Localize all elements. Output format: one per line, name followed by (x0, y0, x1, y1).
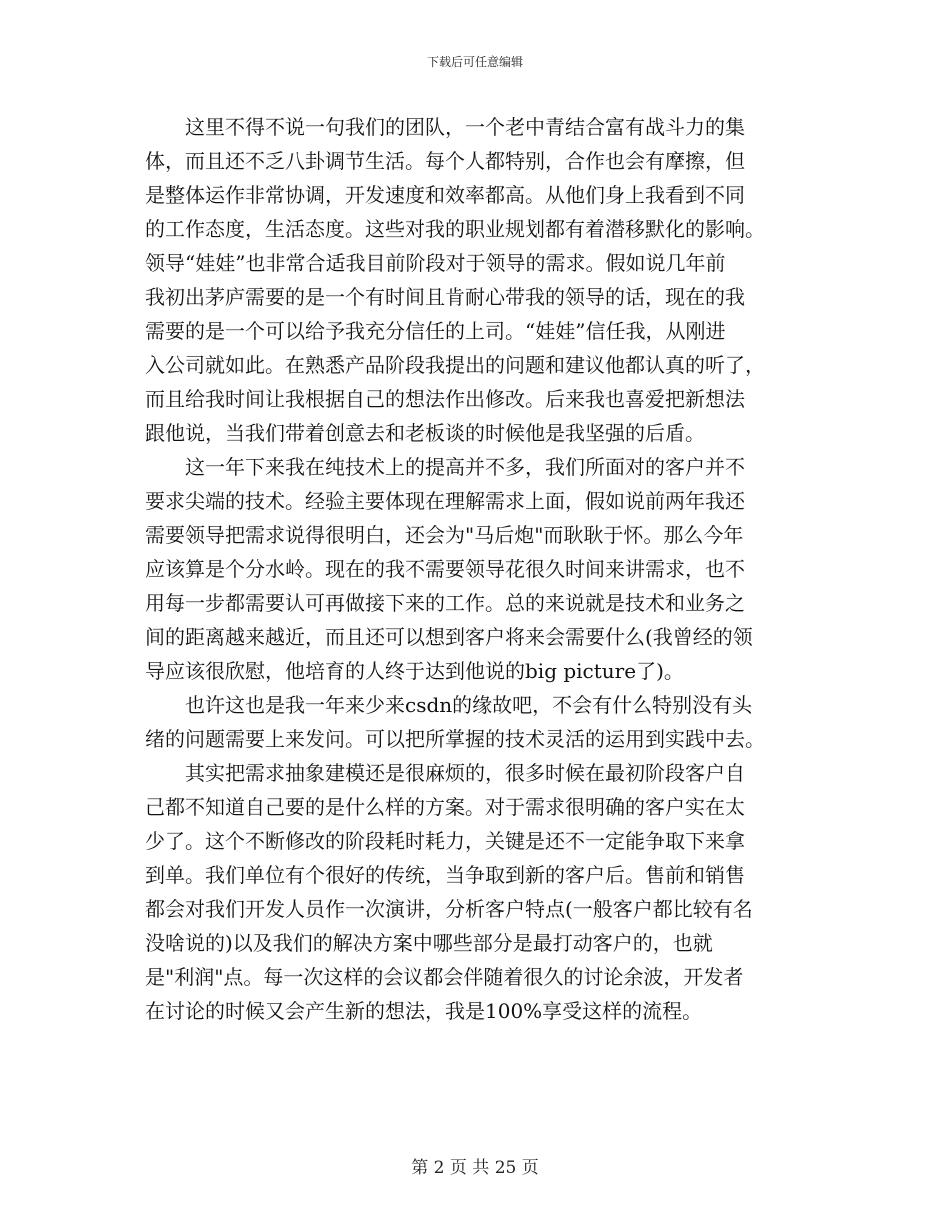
text-line: 也许这也是我一年来少来csdn的缘故吧，不会有什么特别没有头 (145, 693, 753, 717)
text-line: 都会对我们开发人员作一次演讲，分析客户特点(一般客户都比较有名 (145, 897, 753, 921)
text-line: 的工作态度，生活态度。这些对我的职业规划都有着潜移默化的影响。 (145, 217, 765, 241)
text-line: 用每一步都需要认可再做接下来的工作。总的来说就是技术和业务之 (145, 591, 745, 615)
text-line: 这里不得不说一句我们的团队，一个老中青结合富有战斗力的集 (145, 115, 745, 139)
text-line: 要求尖端的技术。经验主要体现在理解需求上面，假如说前两年我还 (145, 489, 745, 513)
text-line: 体，而且还不乏八卦调节生活。每个人都特别，合作也会有摩擦，但 (145, 149, 745, 173)
text-line: 到单。我们单位有个很好的传统，当争取到新的客户后。售前和销售 (145, 863, 745, 887)
text-line: 导应该很欣慰，他培育的人终于达到他说的big picture了)。 (145, 659, 684, 683)
text-line: 其实把需求抽象建模还是很麻烦的，很多时候在最初阶段客户自 (145, 761, 745, 785)
text-line: 是"利润"点。每一次这样的会议都会伴随着很久的讨论余波，开发者 (145, 965, 744, 989)
text-line: 少了。这个不断修改的阶段耗时耗力，关键是还不一定能争取下来拿 (145, 829, 745, 853)
text-line: 绪的问题需要上来发问。可以把所掌握的技术灵活的运用到实践中去。 (145, 727, 765, 751)
body-text (145, 110, 810, 1028)
page-header: 下载后可任意编辑 (426, 55, 523, 69)
text-line: 我初出茅庐需要的是一个有时间且肯耐心带我的领导的话，现在的我 (145, 285, 745, 309)
page-footer: 第 2 页 共 25 页 (411, 1158, 539, 1178)
text-line: 而且给我时间让我根据自己的想法作出修改。后来我也喜爱把新想法 (145, 387, 745, 411)
text-line: 应该算是个分水岭。现在的我不需要领导花很久时间来讲需求，也不 (145, 557, 745, 581)
text-line: 这一年下来我在纯技术上的提高并不多，我们所面对的客户并不 (145, 455, 745, 479)
text-line: 领导“娃娃”也非常合适我目前阶段对于领导的需求。假如说几年前 (145, 251, 726, 275)
text-line: 是整体运作非常协调，开发速度和效率都高。从他们身上我看到不同 (145, 183, 745, 207)
text-line: 入公司就如此。在熟悉产品阶段我提出的问题和建议他都认真的听了， (145, 353, 765, 377)
text-line: 需要的是一个可以给予我充分信任的上司。“娃娃”信任我，从刚进 (145, 319, 726, 343)
text-line: 没啥说的)以及我们的解决方案中哪些部分是最打动客户的，也就 (145, 931, 713, 955)
text-line: 跟他说，当我们带着创意去和老板谈的时候他是我坚强的后盾。 (145, 421, 705, 445)
text-line: 需要领导把需求说得很明白，还会为"马后炮"而耿耿于怀。那么今年 (145, 523, 744, 547)
text-line: 己都不知道自己要的是什么样的方案。对于需求很明确的客户实在太 (145, 795, 745, 819)
text-line: 间的距离越来越近，而且还可以想到客户将来会需要什么(我曾经的领 (145, 625, 753, 649)
text-line: 在讨论的时候又会产生新的想法，我是100%享受这样的流程。 (145, 999, 703, 1023)
